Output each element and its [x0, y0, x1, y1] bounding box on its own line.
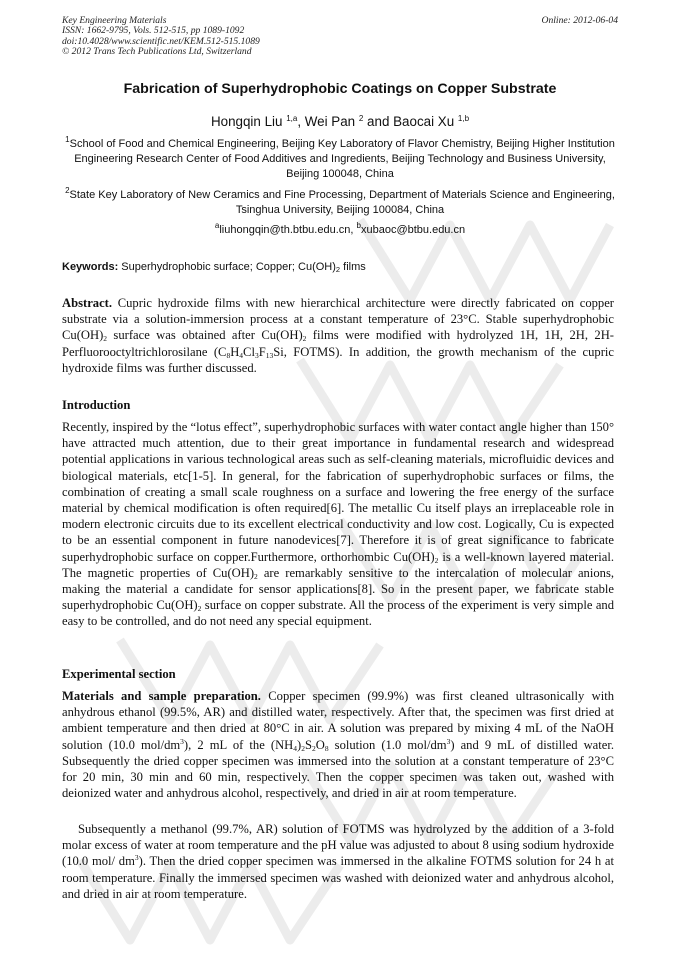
keywords-subscript: 2 — [335, 265, 341, 274]
author-affiliation-mark: 2 — [358, 114, 364, 123]
journal-name: Key Engineering Materials — [62, 15, 167, 26]
section-heading-introduction: Introduction — [62, 398, 131, 412]
keywords — [62, 261, 618, 273]
body-text: Copper specimen (99.9%) was first cleaned ultrasonically with anhydrous ethanol (99.5%, AR) and distilled water, respectively. After that, the specimen was first dried at ambient temperature and then dried at 80°C in air. A solution was prepared by mixing 4 mL of the NaOH solution (10.0 mol/dm — [62, 689, 614, 752]
body-text: S — [304, 737, 312, 752]
subscript: 13 — [265, 350, 274, 360]
author-separator: and — [363, 114, 394, 129]
superscript: 3 — [134, 853, 139, 863]
subscript: 2 — [302, 334, 307, 344]
body-text: are remarkably sensitive to the intercalation of molecular anions, making the material a candidate for sensor applications[8]. So in the present paper, we fabricate stable superhydrophobic Cu(OH) — [62, 565, 614, 613]
superscript: 3 — [446, 736, 451, 746]
body-text: ), 2 mL of the (NH — [183, 737, 294, 752]
email-mark: b — [356, 221, 361, 230]
superscript: 3 — [180, 736, 184, 746]
subscript: 2 — [197, 604, 202, 614]
author-affiliation-mark: 1,b — [457, 114, 470, 123]
body-text: surface on copper substrate. All the process of the experiment is very simple and easy to be controlled, and do not need any special equipment. — [62, 598, 615, 629]
copyright-line: © 2012 Trans Tech Publications Ltd, Switzerland — [62, 46, 252, 58]
subsection-label: Materials and sample preparation. — [62, 689, 261, 703]
email-address[interactable]: xubaoc@btbu.edu.cn — [360, 224, 466, 236]
section-heading-experimental: Experimental section — [62, 667, 176, 681]
subscript: 3 — [254, 350, 259, 360]
subscript: 2 — [434, 555, 439, 565]
abstract-text: Cupric hydroxide films with new hierarchical architecture were directly fabricated on copper substrate via a solution-immersion process at a constant temperature of 23°C. Stable superhydrophobic Cu(OH) — [62, 296, 614, 343]
experimental-paragraph-1 — [62, 688, 614, 801]
affiliation-mark: 2 — [65, 186, 70, 195]
abstract-text: H — [230, 344, 240, 359]
affiliation-2 — [62, 188, 618, 218]
body-text: Subsequently a methanol (99.7%, AR) solution of FOTMS was hydrolyzed by the addition of a 3-fold molar excess of water at room temperature and the pH value was adjusted to about 8 using sodium hydroxide (10.0 mol/ dm — [62, 822, 614, 869]
body-text: Recently, inspired by the “lotus effect”, superhydrophobic surfaces with water contact angle higher than 150° have attracted much attention, due to their great importance in fundamental research and widespread potential applications in various technological areas such as self-cleaning materials, microfluidic devices and biological materials, etc[1-5]. In general, for the fabrication of superhydrophobic surfaces or films, the combination of creating a small scale roughness on a surface and lowering the free energy of the surface material by chemical modification is often required[6]. The metallic Cu itself plays an irreplaceable role in modern electronic circuits due to its excellent electrical conductivity and low cost. Logically, Cu is expected to be an essential component in future nanodevices[7]. Therefore it is of great significance to fabricate superhydrophobic surface on copper.Furthermore, orthorhombic Cu(OH) — [62, 420, 614, 564]
experimental-paragraph-2 — [62, 821, 614, 902]
introduction-paragraph — [62, 419, 614, 630]
body-text: ). Then the dried copper specimen was immersed in the alkaline FOTMS solution for 24 h at room temperature. Finally the immersed specimen was washed with deionized water and anhydrous alcohol, and dried in air at room temperature. — [62, 854, 614, 901]
email-mark: a — [214, 221, 220, 230]
issn-line: ISSN: 1662-9795, Vols. 512-515, pp 1089-1092 — [62, 25, 245, 37]
author-name: Wei Pan — [304, 114, 356, 129]
paper-title: Fabrication of Superhydrophobic Coatings on Copper Substrate — [123, 81, 557, 97]
author-affiliation-mark: 1,a — [286, 114, 298, 123]
subscript: 2 — [301, 743, 305, 753]
author-name: Baocai Xu — [393, 114, 455, 129]
subscript: 2 — [103, 334, 108, 344]
author-name: Hongqin Liu — [210, 114, 283, 129]
subscript: 4 — [239, 350, 244, 360]
body-text: solution (1.0 mol/dm — [328, 737, 447, 752]
subscript: 4 — [293, 743, 298, 753]
abstract — [62, 295, 614, 376]
email-line — [62, 221, 618, 236]
doi-line: doi:10.4028/www.scientific.net/KEM.512-515.1089 — [62, 35, 260, 47]
keywords-text: Superhydrophobic surface; Copper; Cu(OH) — [118, 261, 336, 273]
affiliation-1 — [62, 137, 618, 183]
affiliation-text: State Key Laboratory of New Ceramics and Fine Processing, Department of Materials Science and Engineering, Tsinghua University, Beijing 100084, China — [69, 189, 615, 217]
abstract-text: Cl — [243, 344, 255, 359]
subscript: 2 — [254, 571, 258, 581]
online-date: Online: 2012-06-04 — [541, 15, 618, 26]
body-text: O — [315, 737, 325, 752]
abstract-text: Si, FOTMS). In addition, the growth mechanism of the cupric hydroxide films was further discussed. — [62, 344, 615, 375]
keywords-label: Keywords: — [62, 261, 119, 273]
subscript: 8 — [226, 350, 231, 360]
abstract-label: Abstract. — [62, 296, 113, 310]
affiliation-text: School of Food and Chemical Engineering, Beijing Key Laboratory of Flavor Chemistry, Beijing Higher Institution Engineering Research Center of Food Additives and Ingredients, Beijing Technology and Business University, Beijing 100048, China — [69, 138, 615, 181]
email-address[interactable]: liuhongqin@th.btbu.edu.cn — [219, 224, 351, 236]
abstract-text: F — [258, 344, 266, 359]
affiliation-mark: 1 — [65, 135, 70, 144]
author-list — [62, 114, 618, 129]
email-separator: , — [350, 224, 357, 236]
body-text: ) and 9 mL of distilled water. Subsequently the dried copper specimen was immersed into the solution at a constant temperature of 23°C for 20 min, 30 min and 60 min, respectively. Then the copper specimen was taken out, washed with deionized water and anhydrous alcohol, respectively, and dried in air at room temperature. — [62, 737, 614, 801]
journal-header — [62, 16, 618, 58]
subscript: 2 — [311, 743, 316, 753]
body-text: ) — [297, 737, 302, 752]
body-text: is a well-known layered material. The magnetic properties of Cu(OH) — [62, 549, 614, 580]
subscript: 8 — [324, 743, 329, 753]
keywords-text: films — [340, 261, 366, 273]
abstract-text: films were modified with hydrolyzed 1H, 1H, 2H, 2H-Perfluorooctyltrichlorosilane (C — [62, 328, 614, 359]
abstract-text: surface was obtained after Cu(OH) — [107, 328, 303, 343]
author-separator: , — [297, 114, 305, 129]
